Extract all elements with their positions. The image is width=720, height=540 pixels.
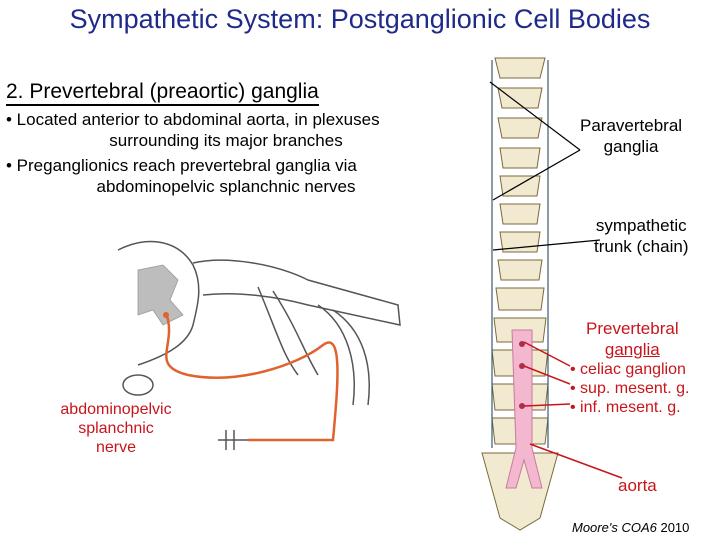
bullet-line: surrounding its major branches (109, 131, 343, 150)
inf-mesent-pointer (524, 404, 570, 406)
bullet-line: • Located anterior to abdominal aorta, in plexuses (6, 110, 380, 129)
sympathetic-trunk-label: sympathetic trunk (chain) (594, 216, 689, 256)
paravertebral-label: Paravertebral ganglia (580, 116, 683, 156)
splanchnic-nerve-label: abdominopelvic splanchnic nerve (60, 401, 172, 456)
bullet-line: abdominopelvic splanchnic nerves (96, 177, 356, 196)
sup-mesent-label: • sup. mesent. g. (570, 380, 690, 397)
celiac-ganglion-label: • celiac ganglion (570, 361, 686, 378)
celiac-pointer (524, 342, 570, 366)
sup-mesent-pointer (524, 366, 570, 384)
source-credit: Moore's COA6 2010 (572, 520, 690, 535)
aorta-label: aorta (618, 476, 657, 495)
inf-mesent-label: • inf. mesent. g. (570, 399, 681, 416)
bullet-line: • Preganglionics reach prevertebral ganglia via (6, 156, 357, 175)
subheading: 2. Prevertebral (preaortic) ganglia (6, 80, 319, 106)
page-title: Sympathetic System: Postganglionic Cell Bodies (69, 4, 651, 34)
trunk-pointer (493, 240, 600, 250)
paravertebral-pointer (490, 82, 580, 150)
ganglia-list (570, 360, 689, 417)
aorta-pointer (530, 444, 622, 478)
prevertebral-label: Prevertebral ganglia (586, 319, 679, 359)
paravertebral-pointer (493, 150, 580, 200)
